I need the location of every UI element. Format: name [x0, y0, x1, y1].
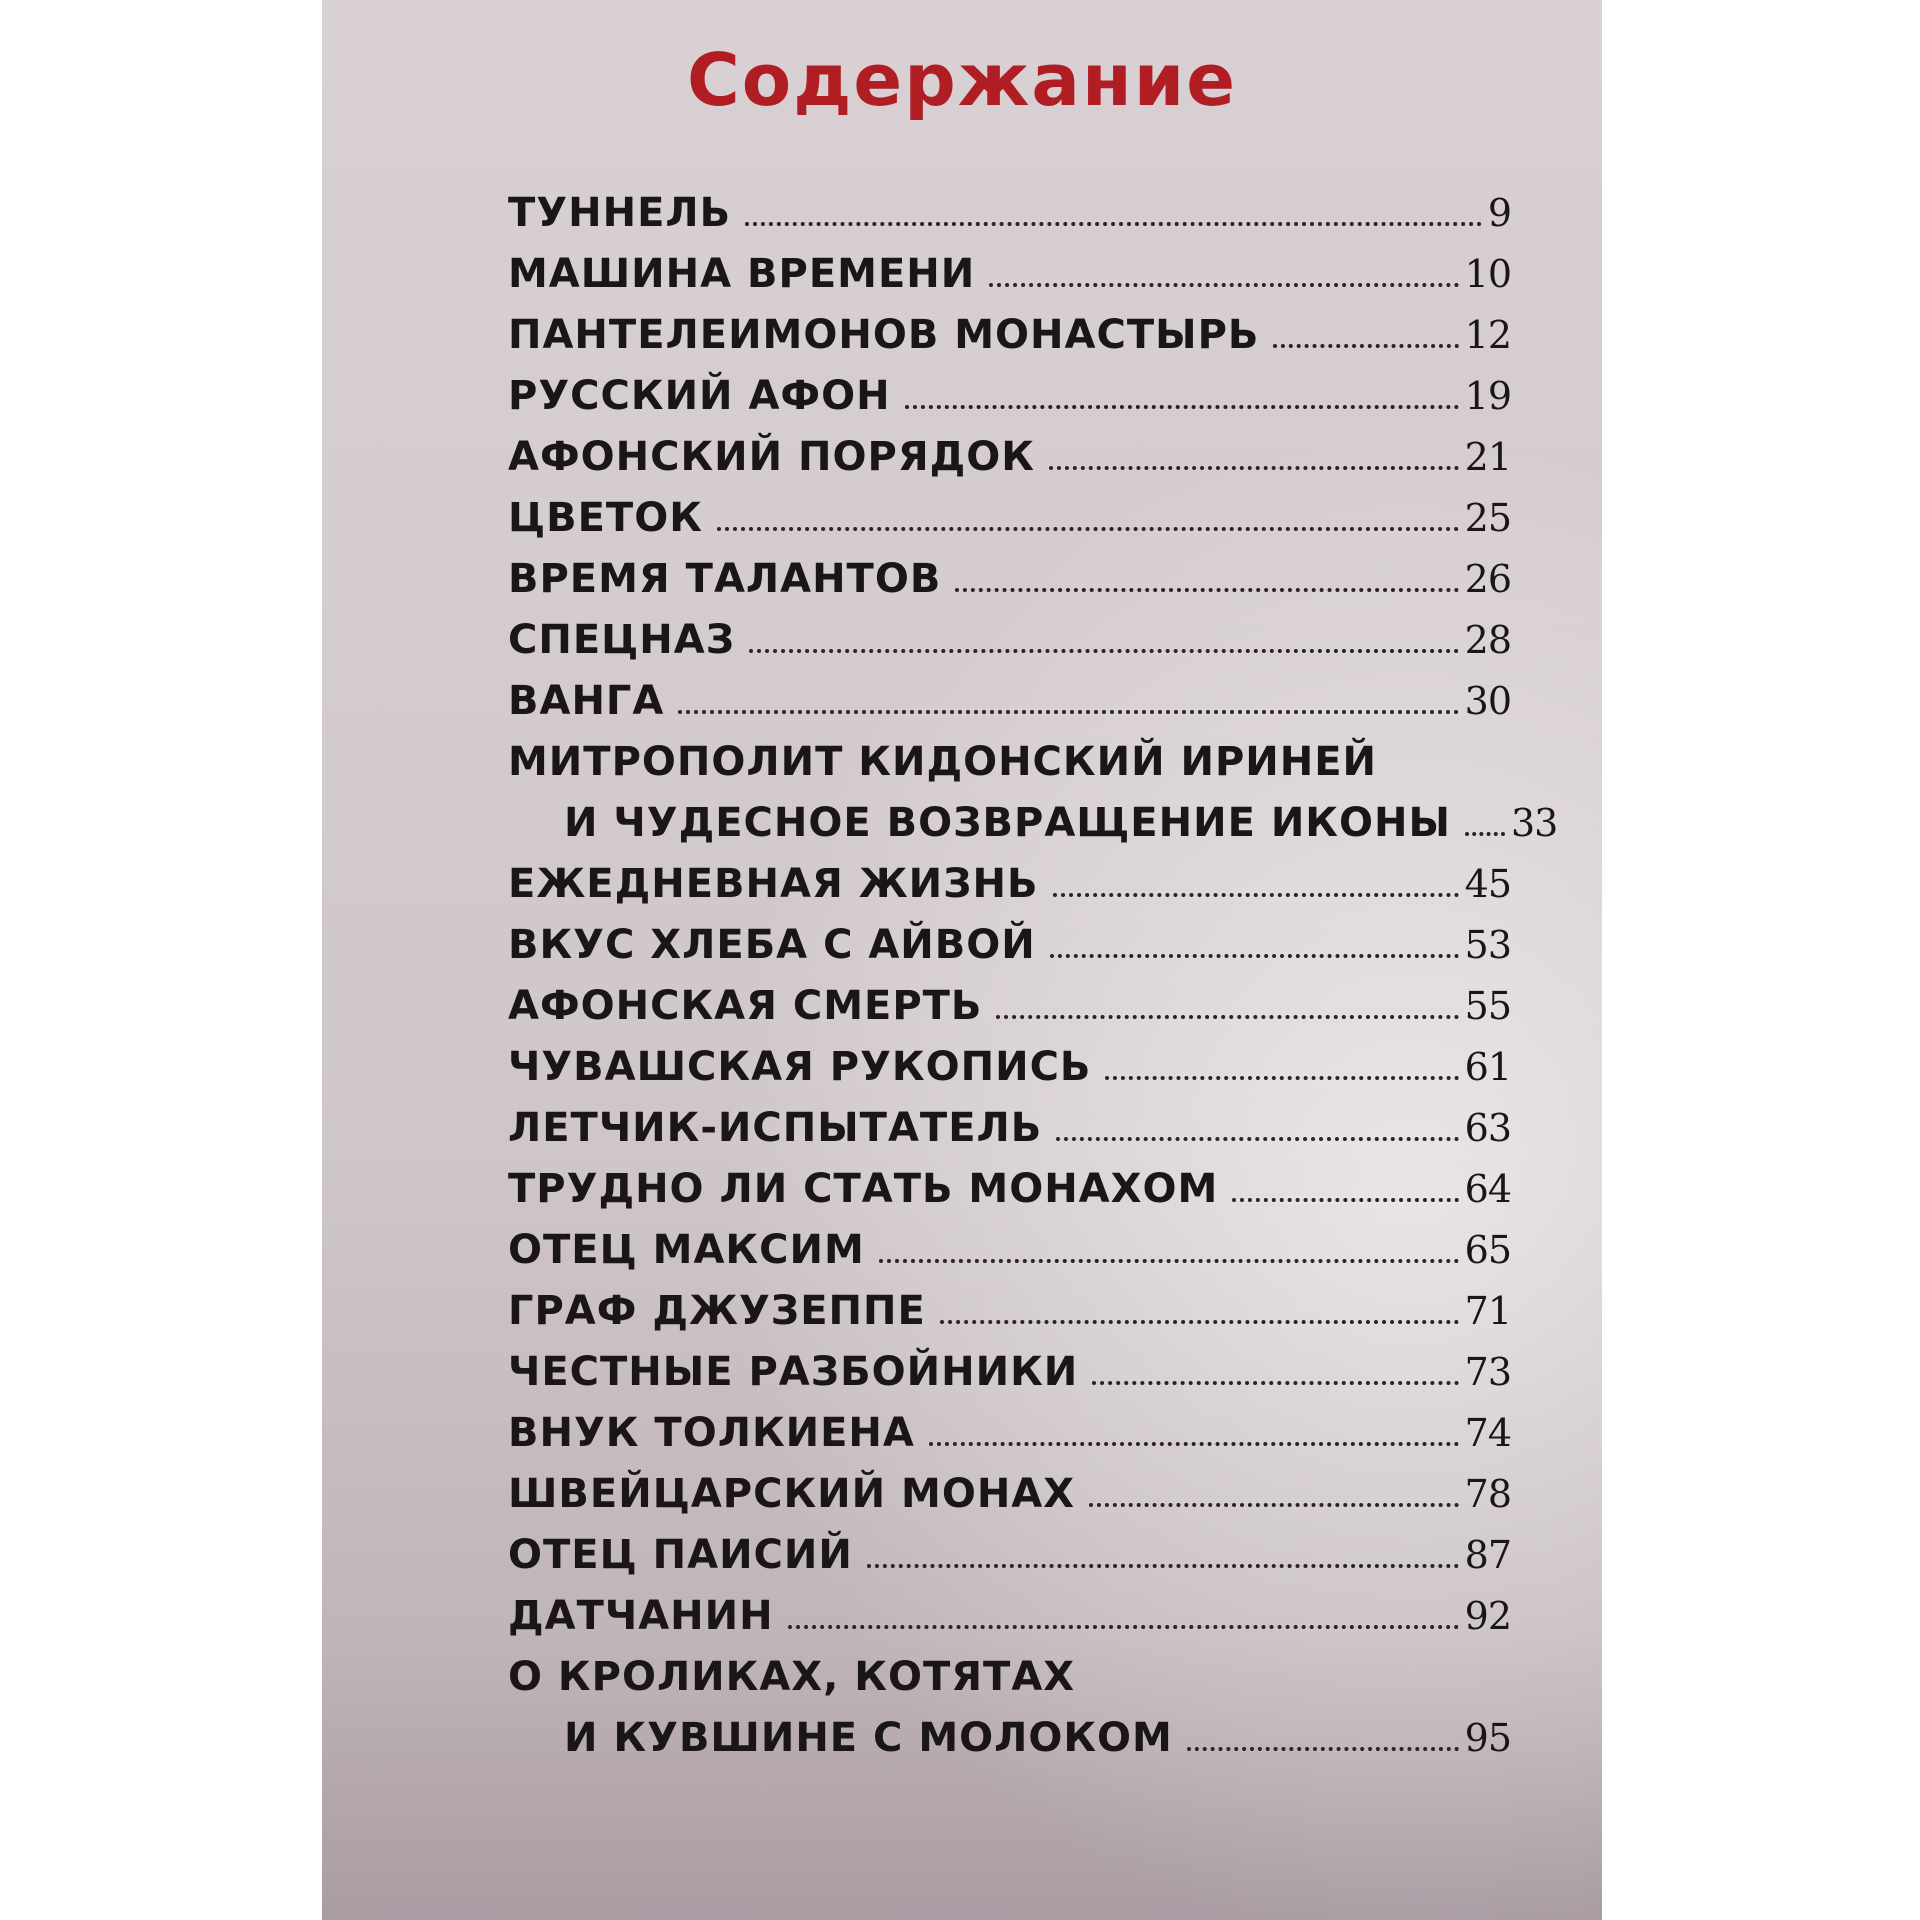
toc-entry-page-number: 64	[1464, 1167, 1511, 1211]
toc-entry-line	[508, 312, 1511, 373]
toc-entry-title: АФОНСКАЯ СМЕРТЬ	[508, 983, 983, 1029]
toc-entry-title: ГРАФ ДЖУЗЕППЕ	[508, 1288, 926, 1334]
toc-entry-title: ВНУК ТОЛКИЕНА	[508, 1410, 915, 1456]
toc-entry	[508, 1471, 1511, 1532]
toc-entry-title: ВРЕМЯ ТАЛАНТОВ	[508, 556, 942, 602]
dot-leader	[929, 1442, 1459, 1446]
toc-entry	[508, 922, 1511, 983]
toc-entry-line	[508, 1044, 1511, 1105]
toc-entry	[508, 1593, 1511, 1654]
toc-entry-line-continued	[508, 1715, 1511, 1776]
dot-leader	[1056, 1137, 1458, 1141]
toc-entry-page-number: 28	[1464, 618, 1511, 662]
toc-entry	[508, 1166, 1511, 1227]
dot-leader	[1105, 1076, 1458, 1080]
toc-entry-page-number: 21	[1464, 435, 1511, 479]
toc-entry-title: ЦВЕТОК	[508, 495, 703, 541]
toc-entry-title: ОТЕЦ ПАИСИЙ	[508, 1532, 853, 1578]
toc-entry-line	[508, 1288, 1511, 1349]
dot-leader	[989, 283, 1458, 287]
toc-entry-line	[508, 434, 1511, 495]
toc-entry	[508, 1532, 1511, 1593]
toc-entry-line	[508, 251, 1511, 312]
page-title: Содержание	[686, 38, 1238, 122]
toc-entry-title: ТРУДНО ЛИ СТАТЬ МОНАХОМ	[508, 1166, 1219, 1212]
dot-leader	[1187, 1747, 1459, 1751]
toc-entry	[508, 1349, 1511, 1410]
toc-entry-line-continued	[508, 800, 1558, 861]
toc-entry-page-number: 12	[1464, 313, 1511, 357]
toc-entry-line	[508, 373, 1511, 434]
toc-entry-page-number: 87	[1464, 1533, 1511, 1577]
toc-entry-page-number: 63	[1464, 1106, 1511, 1150]
dot-leader	[749, 649, 1459, 653]
dot-leader	[1092, 1381, 1458, 1385]
dot-leader	[678, 710, 1458, 714]
toc-entry-page-number: 92	[1464, 1594, 1511, 1638]
toc-entry-title: ЧУВАШСКАЯ РУКОПИСЬ	[508, 1044, 1092, 1090]
toc-entry	[508, 1288, 1511, 1349]
toc-entry-line	[508, 1532, 1511, 1593]
toc-entry-title: ТУННЕЛЬ	[508, 190, 732, 236]
dot-leader	[1273, 344, 1458, 348]
toc-entry-title: ПАНТЕЛЕИМОНОВ МОНАСТЫРЬ	[508, 312, 1260, 358]
toc-entry-title: ДАТЧАНИН	[508, 1593, 774, 1639]
toc-entry-line	[508, 1166, 1511, 1227]
dot-leader	[905, 405, 1459, 409]
toc-entry-line	[508, 1593, 1511, 1654]
toc-entry-page-number: 33	[1510, 801, 1558, 845]
dot-leader	[940, 1320, 1459, 1324]
toc-entry-title: И ЧУДЕСНОЕ ВОЗВРАЩЕНИЕ ИКОНЫ	[564, 800, 1451, 846]
dot-leader	[1049, 466, 1459, 470]
toc-entry	[508, 739, 1558, 861]
toc-entry	[508, 251, 1511, 312]
toc-entry-title: ЕЖЕДНЕВНАЯ ЖИЗНЬ	[508, 861, 1039, 907]
toc-entry	[508, 434, 1511, 495]
toc-entry-title: И КУВШИНЕ С МОЛОКОМ	[564, 1715, 1173, 1761]
toc-entry-title: ШВЕЙЦАРСКИЙ МОНАХ	[508, 1471, 1076, 1517]
toc-entry-line	[508, 678, 1511, 739]
toc-entry	[508, 190, 1511, 251]
toc-entry-page-number: 65	[1464, 1228, 1511, 1272]
toc-entry-page-number: 55	[1464, 984, 1511, 1028]
table-of-contents	[508, 190, 1558, 1776]
toc-entry	[508, 556, 1511, 617]
toc-entry-title: СПЕЦНАЗ	[508, 617, 736, 663]
toc-entry-page-number: 74	[1464, 1411, 1511, 1455]
toc-entry	[508, 373, 1511, 434]
toc-entry-page-number: 78	[1464, 1472, 1511, 1516]
dot-leader	[717, 527, 1459, 531]
toc-entry-title: МАШИНА ВРЕМЕНИ	[508, 251, 976, 297]
dot-leader	[1465, 832, 1505, 836]
toc-entry-title: ЧЕСТНЫЕ РАЗБОЙНИКИ	[508, 1349, 1079, 1395]
dot-leader	[867, 1564, 1459, 1568]
toc-entry-page-number: 19	[1464, 374, 1511, 418]
toc-entry-line	[508, 1105, 1511, 1166]
dot-leader	[745, 222, 1482, 226]
toc-entry	[508, 495, 1511, 556]
toc-entry-line	[508, 495, 1511, 556]
toc-entry-title: ОТЕЦ МАКСИМ	[508, 1227, 865, 1273]
toc-entry-line	[508, 556, 1511, 617]
toc-entry-line	[508, 922, 1511, 983]
dot-leader	[1089, 1503, 1459, 1507]
toc-entry-page-number: 9	[1487, 191, 1511, 235]
toc-entry-title: О КРОЛИКАХ, КОТЯТАХ	[508, 1654, 1076, 1700]
toc-entry-page-number: 73	[1464, 1350, 1511, 1394]
toc-entry-page-number: 10	[1464, 252, 1511, 296]
toc-entry-line	[508, 1227, 1511, 1288]
toc-entry-page-number: 30	[1464, 679, 1511, 723]
toc-entry-line	[508, 1349, 1511, 1410]
toc-entry-page-number: 61	[1464, 1045, 1511, 1089]
toc-entry	[508, 1105, 1511, 1166]
toc-entry-page-number: 95	[1464, 1716, 1511, 1760]
toc-entry-title: МИТРОПОЛИТ КИДОНСКИЙ ИРИНЕЙ	[508, 739, 1378, 785]
toc-entry-line	[508, 739, 1511, 800]
toc-entry-page-number: 26	[1464, 557, 1511, 601]
toc-entry-line	[508, 1471, 1511, 1532]
toc-entry-page-number: 45	[1464, 862, 1511, 906]
toc-entry	[508, 1654, 1511, 1776]
dot-leader	[1232, 1198, 1458, 1202]
dot-leader	[996, 1015, 1458, 1019]
toc-entry-page-number: 71	[1464, 1289, 1511, 1333]
toc-entry-line	[508, 861, 1511, 922]
toc-entry	[508, 678, 1511, 739]
toc-entry-title: ЛЕТЧИК-ИСПЫТАТЕЛЬ	[508, 1105, 1043, 1151]
dot-leader	[788, 1625, 1459, 1629]
dot-leader	[879, 1259, 1459, 1263]
toc-entry-title: ВКУС ХЛЕБА С АЙВОЙ	[508, 922, 1036, 968]
dot-leader	[955, 588, 1458, 592]
toc-entry-line	[508, 983, 1511, 1044]
dot-leader	[1050, 954, 1459, 958]
toc-entry-title: РУССКИЙ АФОН	[508, 373, 891, 419]
toc-entry-title: ВАНГА	[508, 678, 665, 724]
toc-entry-line	[508, 1410, 1511, 1471]
toc-entry-line	[508, 617, 1511, 678]
toc-entry	[508, 1044, 1511, 1105]
toc-entry-line	[508, 1654, 1511, 1715]
toc-entry-page-number: 25	[1464, 496, 1511, 540]
toc-entry	[508, 1410, 1511, 1471]
toc-entry	[508, 1227, 1511, 1288]
toc-entry	[508, 983, 1511, 1044]
toc-entry-page-number: 53	[1464, 923, 1511, 967]
dot-leader	[1053, 893, 1459, 897]
toc-entry	[508, 312, 1511, 373]
toc-entry-title: АФОНСКИЙ ПОРЯДОК	[508, 434, 1035, 480]
toc-entry	[508, 861, 1511, 922]
toc-entry-line	[508, 190, 1511, 251]
toc-entry	[508, 617, 1511, 678]
book-page	[322, 0, 1602, 1920]
